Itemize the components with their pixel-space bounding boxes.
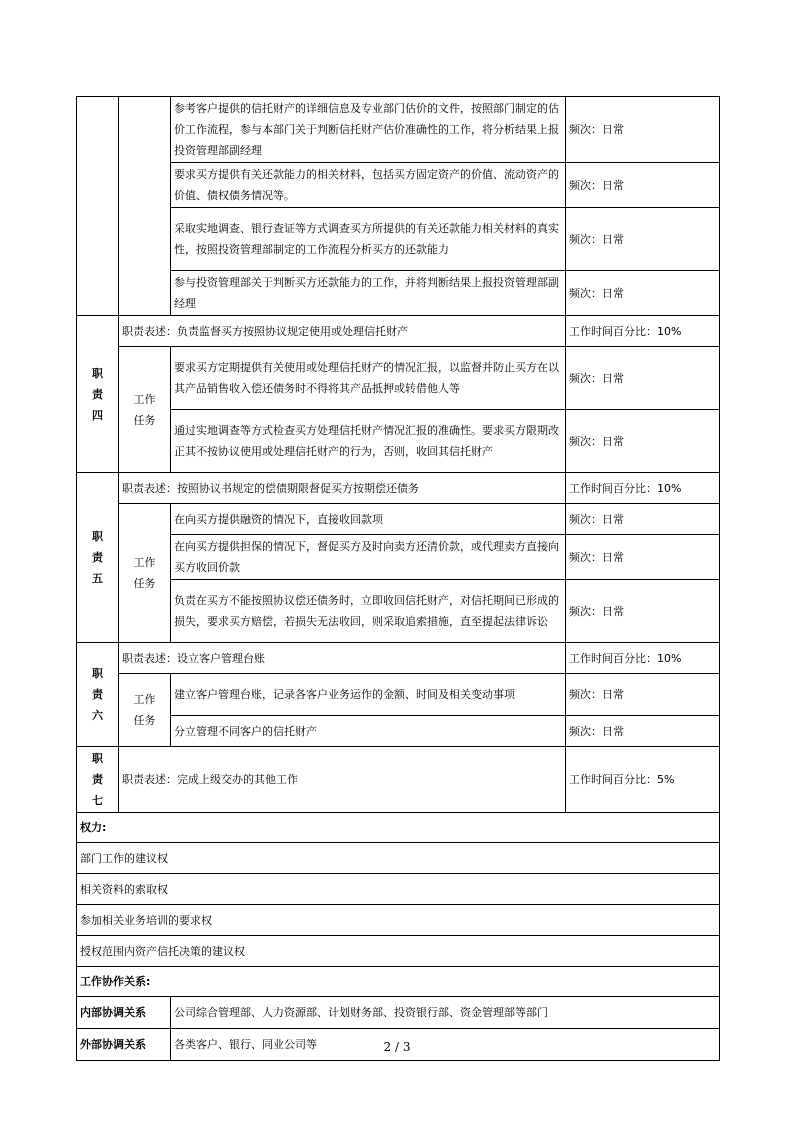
duty-label-text: 职 责 七 <box>92 752 103 807</box>
right-item: 授权范围内资产信托决策的建议权 <box>77 936 720 967</box>
task-description: 参与投资管理部关于判断买方还款能力的工作，并将判断结果上报投资管理部副经理 <box>171 271 566 316</box>
task-description: 要求买方定期提供有关使用或处理信托财产的情况汇报，以监督并防止买方在以其产品销售收入偿还债务时不得将其产品抵押或转借他人等 <box>171 347 566 410</box>
table-row <box>77 674 720 716</box>
task-frequency: 频次：日常 <box>566 347 720 410</box>
task-description: 要求买方提供有关还款能力的相关材料，包括买方固定资产的价值、流动资产的价值、债权债务情况等。 <box>171 163 566 208</box>
table-row <box>77 316 720 347</box>
table-row <box>77 347 720 410</box>
table-row <box>77 473 720 504</box>
duty-label-5 <box>77 473 119 643</box>
table-row <box>77 874 720 905</box>
job-description-table <box>76 96 720 1061</box>
task-frequency: 频次：日常 <box>566 580 720 643</box>
table-row <box>77 716 720 747</box>
table-row <box>77 504 720 535</box>
duty-label-cell <box>77 97 119 316</box>
duty-label-text: 职 责 六 <box>92 667 103 722</box>
table-row <box>77 643 720 674</box>
time-percentage: 工作时间百分比：10% <box>566 643 720 674</box>
duty-label-6 <box>77 643 119 747</box>
table-row <box>77 997 720 1029</box>
task-label: 工作 任务 <box>119 347 171 473</box>
task-description: 采取实地调查、银行查证等方式调查买方所提供的有关还款能力相关材料的真实性，按照投资管理部制定的工作流程分析买方的还款能力 <box>171 208 566 271</box>
table-row <box>77 747 720 813</box>
duty-description: 职责表述：设立客户管理台账 <box>119 643 566 674</box>
table-row <box>77 843 720 874</box>
external-coordination-value: 各类客户、银行、同业公司等 <box>171 1029 720 1061</box>
task-description: 参考客户提供的信托财产的详细信息及专业部门估价的文件，按照部门制定的估价工作流程，参与本部门关于判断信托财产估价准确性的工作，将分析结果上报投资管理部副经理 <box>171 97 566 163</box>
duty-label-text: 职 责 四 <box>92 366 103 422</box>
time-percentage: 工作时间百分比：5% <box>566 747 720 813</box>
task-frequency: 频次：日常 <box>566 716 720 747</box>
duty-description: 职责表述：按照协议书规定的偿债期限督促买方按期偿还债务 <box>119 473 566 504</box>
table-row <box>77 97 720 163</box>
cooperation-heading: 工作协作关系: <box>77 967 720 997</box>
time-percentage: 工作时间百分比：10% <box>566 473 720 504</box>
task-frequency: 频次：日常 <box>566 97 720 163</box>
table-row <box>77 163 720 208</box>
table-row <box>77 813 720 843</box>
task-frequency: 频次：日常 <box>566 271 720 316</box>
task-label: 工作 任务 <box>119 504 171 643</box>
duty-label-7 <box>77 747 119 813</box>
task-label: 工作 任务 <box>119 674 171 747</box>
task-frequency: 频次：日常 <box>566 504 720 535</box>
task-description: 负责在买方不能按照协议偿还债务时，立即收回信托财产，对信托期间已形成的损失，要求买方赔偿，若损失无法收回，则采取追索措施，直至提起法律诉讼 <box>171 580 566 643</box>
right-item: 部门工作的建议权 <box>77 843 720 874</box>
table-row <box>77 580 720 643</box>
time-percentage: 工作时间百分比：10% <box>566 316 720 347</box>
task-frequency: 频次：日常 <box>566 163 720 208</box>
task-frequency: 频次：日常 <box>566 674 720 716</box>
task-description: 通过实地调查等方式检查买方处理信托财产情况汇报的准确性。要求买方限期改正其不按协议使用或处理信托财产的行为，否则，收回其信托财产 <box>171 410 566 473</box>
external-coordination-label: 外部协调关系 <box>77 1029 171 1061</box>
rights-heading: 权力: <box>77 813 720 843</box>
internal-coordination-label: 内部协调关系 <box>77 997 171 1029</box>
table-row <box>77 967 720 997</box>
table-row <box>77 410 720 473</box>
table-row <box>77 936 720 967</box>
table-row <box>77 271 720 316</box>
task-description: 在向买方提供融资的情况下，直接收回款项 <box>171 504 566 535</box>
table-row <box>77 535 720 580</box>
task-description: 分立管理不同客户的信托财产 <box>171 716 566 747</box>
duty-label-4 <box>77 316 119 473</box>
page-number: 2 / 3 <box>383 1040 411 1054</box>
task-description: 建立客户管理台账，记录各客户业务运作的金额、时间及相关变动事项 <box>171 674 566 716</box>
internal-coordination-value: 公司综合管理部、人力资源部、计划财务部、投资银行部、资金管理部等部门 <box>171 997 720 1029</box>
task-frequency: 频次：日常 <box>566 410 720 473</box>
right-item: 参加相关业务培训的要求权 <box>77 905 720 936</box>
task-label-cell <box>119 97 171 316</box>
table-row <box>77 208 720 271</box>
task-frequency: 频次：日常 <box>566 535 720 580</box>
right-item: 相关资料的索取权 <box>77 874 720 905</box>
task-description: 在向买方提供担保的情况下，督促买方及时向卖方还清价款，或代理卖方直接向买方收回价款 <box>171 535 566 580</box>
duty-label-text: 职 责 五 <box>92 530 103 585</box>
duty-description: 职责表述：完成上级交办的其他工作 <box>119 747 566 813</box>
table-row <box>77 905 720 936</box>
duty-description: 职责表述：负责监督买方按照协议规定使用或处理信托财产 <box>119 316 566 347</box>
task-frequency: 频次：日常 <box>566 208 720 271</box>
